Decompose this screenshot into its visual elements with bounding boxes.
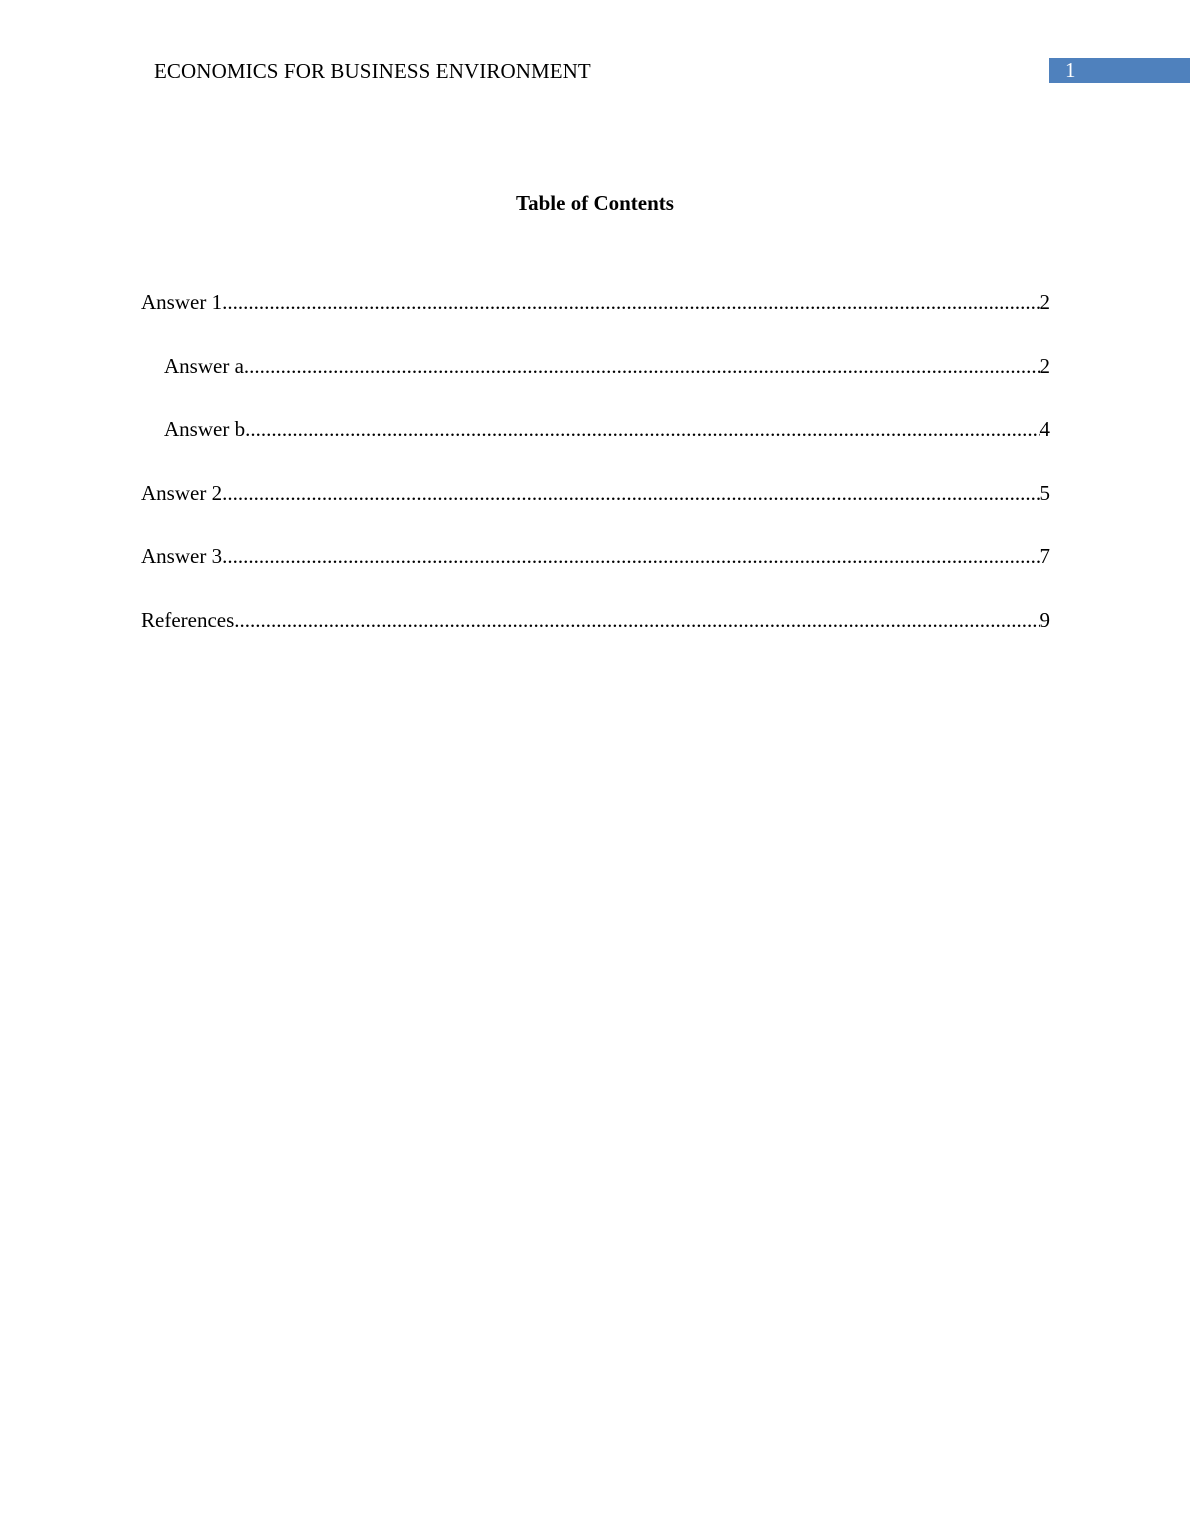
toc-dot-leader — [244, 352, 1040, 380]
toc-dot-leader — [222, 479, 1039, 507]
toc-dot-leader — [234, 606, 1039, 634]
toc-dot-leader — [222, 288, 1039, 316]
toc-entry-label: Answer 1 — [141, 290, 223, 314]
table-of-contents — [141, 288, 1050, 669]
toc-entry-answer-1[interactable] — [141, 288, 1050, 352]
toc-entry-answer-b[interactable] — [141, 415, 1050, 479]
toc-entry-page: 2 — [1039, 290, 1050, 314]
toc-dot-leader — [222, 542, 1039, 570]
toc-entry-answer-a[interactable] — [141, 352, 1050, 416]
toc-entry-page: 7 — [1039, 544, 1050, 568]
toc-entry-label: Answer b — [164, 417, 246, 441]
toc-entry-page: 5 — [1039, 480, 1050, 505]
toc-entry-label: References — [141, 607, 235, 632]
toc-entry-page: 9 — [1039, 607, 1050, 632]
toc-entry-page: 2 — [1039, 353, 1050, 378]
toc-entry-answer-3[interactable] — [141, 542, 1050, 606]
toc-entry-page: 4 — [1039, 417, 1050, 441]
toc-dot-leader — [245, 415, 1039, 443]
toc-entry-label: Answer a — [164, 353, 244, 378]
toc-entry-label: Answer 2 — [141, 480, 223, 505]
toc-entry-answer-2[interactable] — [141, 479, 1050, 543]
toc-heading: Table of Contents — [516, 191, 674, 215]
toc-entry-references[interactable] — [141, 606, 1050, 670]
toc-entry-label: Answer 3 — [141, 544, 223, 568]
page-number: 1 — [1065, 58, 1076, 82]
running-header-title: ECONOMICS FOR BUSINESS ENVIRONMENT — [154, 59, 591, 83]
page-number-badge — [1049, 58, 1190, 83]
